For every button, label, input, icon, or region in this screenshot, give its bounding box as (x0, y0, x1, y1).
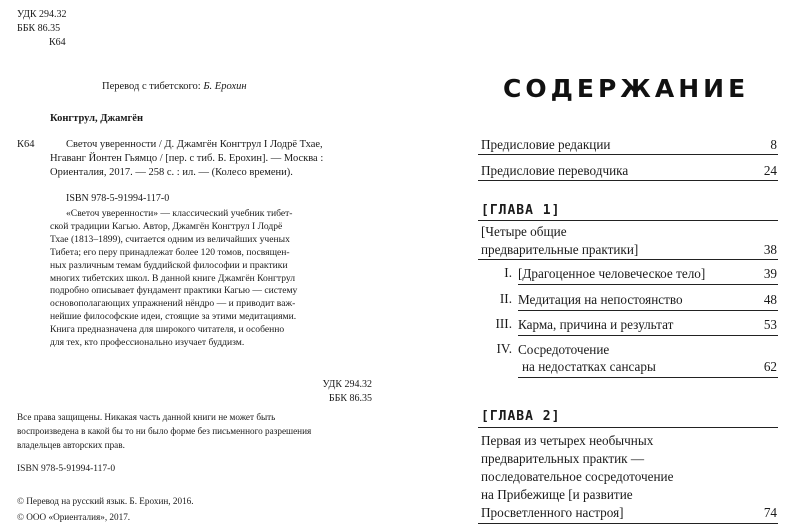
divider (478, 220, 778, 221)
toc-entry[interactable] (481, 136, 777, 153)
toc-entry-label: Медитация на непостоянство (518, 292, 683, 307)
section-number: IV. (496, 341, 512, 356)
chapter-1-title-line[interactable]: [Четыре общие (481, 224, 567, 239)
annotation-line: для тех, кто профессионально изучает буддизм. (50, 337, 245, 349)
toc-entry-page: 38 (763, 242, 777, 257)
rights-line: владельцев авторских прав. (17, 440, 125, 450)
annotation-line: Книга предназначена для широкого читателя, и особенно (50, 324, 285, 336)
toc-entry-page: 8 (770, 137, 777, 152)
translator-line (102, 80, 247, 93)
divider (518, 310, 778, 311)
toc-entry-page: 53 (763, 317, 777, 332)
biblio-line: Нгаванг Йонтен Гьямцо / [пер. с тиб. Б. Ерохин]. — Москва : (50, 153, 324, 164)
isbn-top: ISBN 978-5-91994-117-0 (66, 193, 170, 204)
annotation-line: основополагающих упражнений нёндро — и приводит важ- (50, 298, 296, 310)
toc-entry-page: 74 (763, 505, 777, 520)
divider (478, 259, 778, 260)
divider (478, 154, 778, 155)
annotation-line: Тибета; его перу принадлежат более 120 томов, посвящен- (50, 246, 290, 258)
copyright-block (17, 493, 194, 525)
toc-entry[interactable] (518, 265, 777, 282)
annotation (50, 208, 380, 350)
bbk-code: ББК 86.35 (17, 23, 61, 34)
bibliographic-record (50, 138, 380, 180)
divider (478, 180, 778, 181)
annotation-line: многих тибетских школ. В данной книге Джамгён Конгтрул (50, 272, 296, 284)
divider (518, 284, 778, 285)
toc-entry[interactable] (481, 504, 777, 521)
chapter-2-title-line[interactable]: предварительных практик — (481, 451, 645, 466)
catalog-code: К64 (17, 139, 35, 150)
rights-notice (17, 410, 385, 452)
annotation-line: Тхае (1813–1899), считается одним из величайших ученых (50, 233, 290, 245)
chapter-2-heading: [ГЛАВА 2] (481, 409, 561, 424)
chapter-2-title-line: Просветленного настроя] (481, 505, 624, 520)
chapter-1-heading: [ГЛАВА 1] (481, 203, 561, 218)
library-codes-bottom (322, 378, 372, 406)
chapter-2-title-line[interactable]: на Прибежище [и развитие (481, 487, 633, 502)
toc-entry[interactable] (518, 316, 777, 333)
toc-entry[interactable] (481, 162, 777, 179)
translator-name: Б. Ерохин (203, 81, 247, 92)
chapter-1-title-line: предварительные практики] (481, 242, 639, 257)
toc-entry-label[interactable]: Сосредоточение (518, 342, 610, 357)
library-codes (17, 8, 67, 50)
annotation-line: ской традиции Кагью. Автор, Джамгён Конгтрул I Лодрё (50, 220, 283, 232)
toc-entry[interactable] (518, 358, 777, 375)
divider (478, 427, 778, 428)
section-number: I. (504, 265, 512, 280)
toc-entry[interactable] (481, 241, 777, 258)
section-number: III. (495, 316, 512, 331)
toc-entry-label: Предисловие редакции (481, 137, 611, 152)
divider (518, 377, 778, 378)
rights-line: воспроизведена в какой бы то ни было форме без письменного разрешения (17, 426, 312, 436)
toc-entry[interactable] (518, 291, 777, 308)
annotation-line: подробно описывает фундамент практики Кагью — систему (50, 285, 298, 297)
rights-line: Все права защищены. Никакая часть данной книги не может быть (17, 412, 276, 422)
biblio-line: Светоч уверенности / Д. Джамгён Конгтрул I Лодрё Тхае, (66, 139, 323, 150)
translator-label: Перевод с тибетского: (102, 81, 201, 92)
udk-code-bottom: УДК 294.32 (322, 379, 372, 390)
chapter-2-title-line[interactable]: Первая из четырех необычных (481, 433, 654, 448)
annotation-line: «Светоч уверенности» — классический учебник тибет- (66, 208, 293, 219)
toc-entry-page: 48 (763, 292, 777, 307)
toc-entry-label: [Драгоценное человеческое тело] (518, 266, 706, 281)
bbk-code-bottom: ББК 86.35 (328, 393, 372, 404)
right-page (400, 0, 796, 532)
author-heading: Конгтрул, Джамгён (50, 113, 143, 124)
isbn-bottom: ISBN 978-5-91994-117-0 (17, 464, 116, 474)
toc-entry-page: 62 (763, 359, 777, 374)
divider (518, 335, 778, 336)
annotation-line: ных различным темам буддийской философии и практики (50, 259, 288, 271)
section-number: II. (499, 291, 512, 306)
toc-entry-page: 24 (763, 163, 777, 178)
toc-entry-label: Предисловие переводчика (481, 163, 629, 178)
author-mark: К64 (49, 37, 66, 48)
udk-code: УДК 294.32 (17, 9, 67, 20)
toc-entry-page: 39 (763, 266, 777, 281)
chapter-2-title-line[interactable]: последовательное сосредоточение (481, 469, 674, 484)
copyright-line: © ООО «Ориенталия», 2017. (17, 512, 131, 522)
annotation-line: нейшие философские идеи, стоящие за этими медитациями. (50, 311, 297, 323)
toc-entry-label: Карма, причина и результат (518, 317, 674, 332)
page-title: СОДЕРЖАНИЕ (503, 74, 750, 103)
divider (478, 523, 778, 524)
copyright-line: © Перевод на русский язык. Б. Ерохин, 2016. (17, 496, 194, 506)
biblio-line: Ориенталия, 2017. — 258 с. : ил. — (Колесо времени). (50, 167, 293, 178)
toc-entry-label: на недостатках сансары (522, 359, 656, 374)
